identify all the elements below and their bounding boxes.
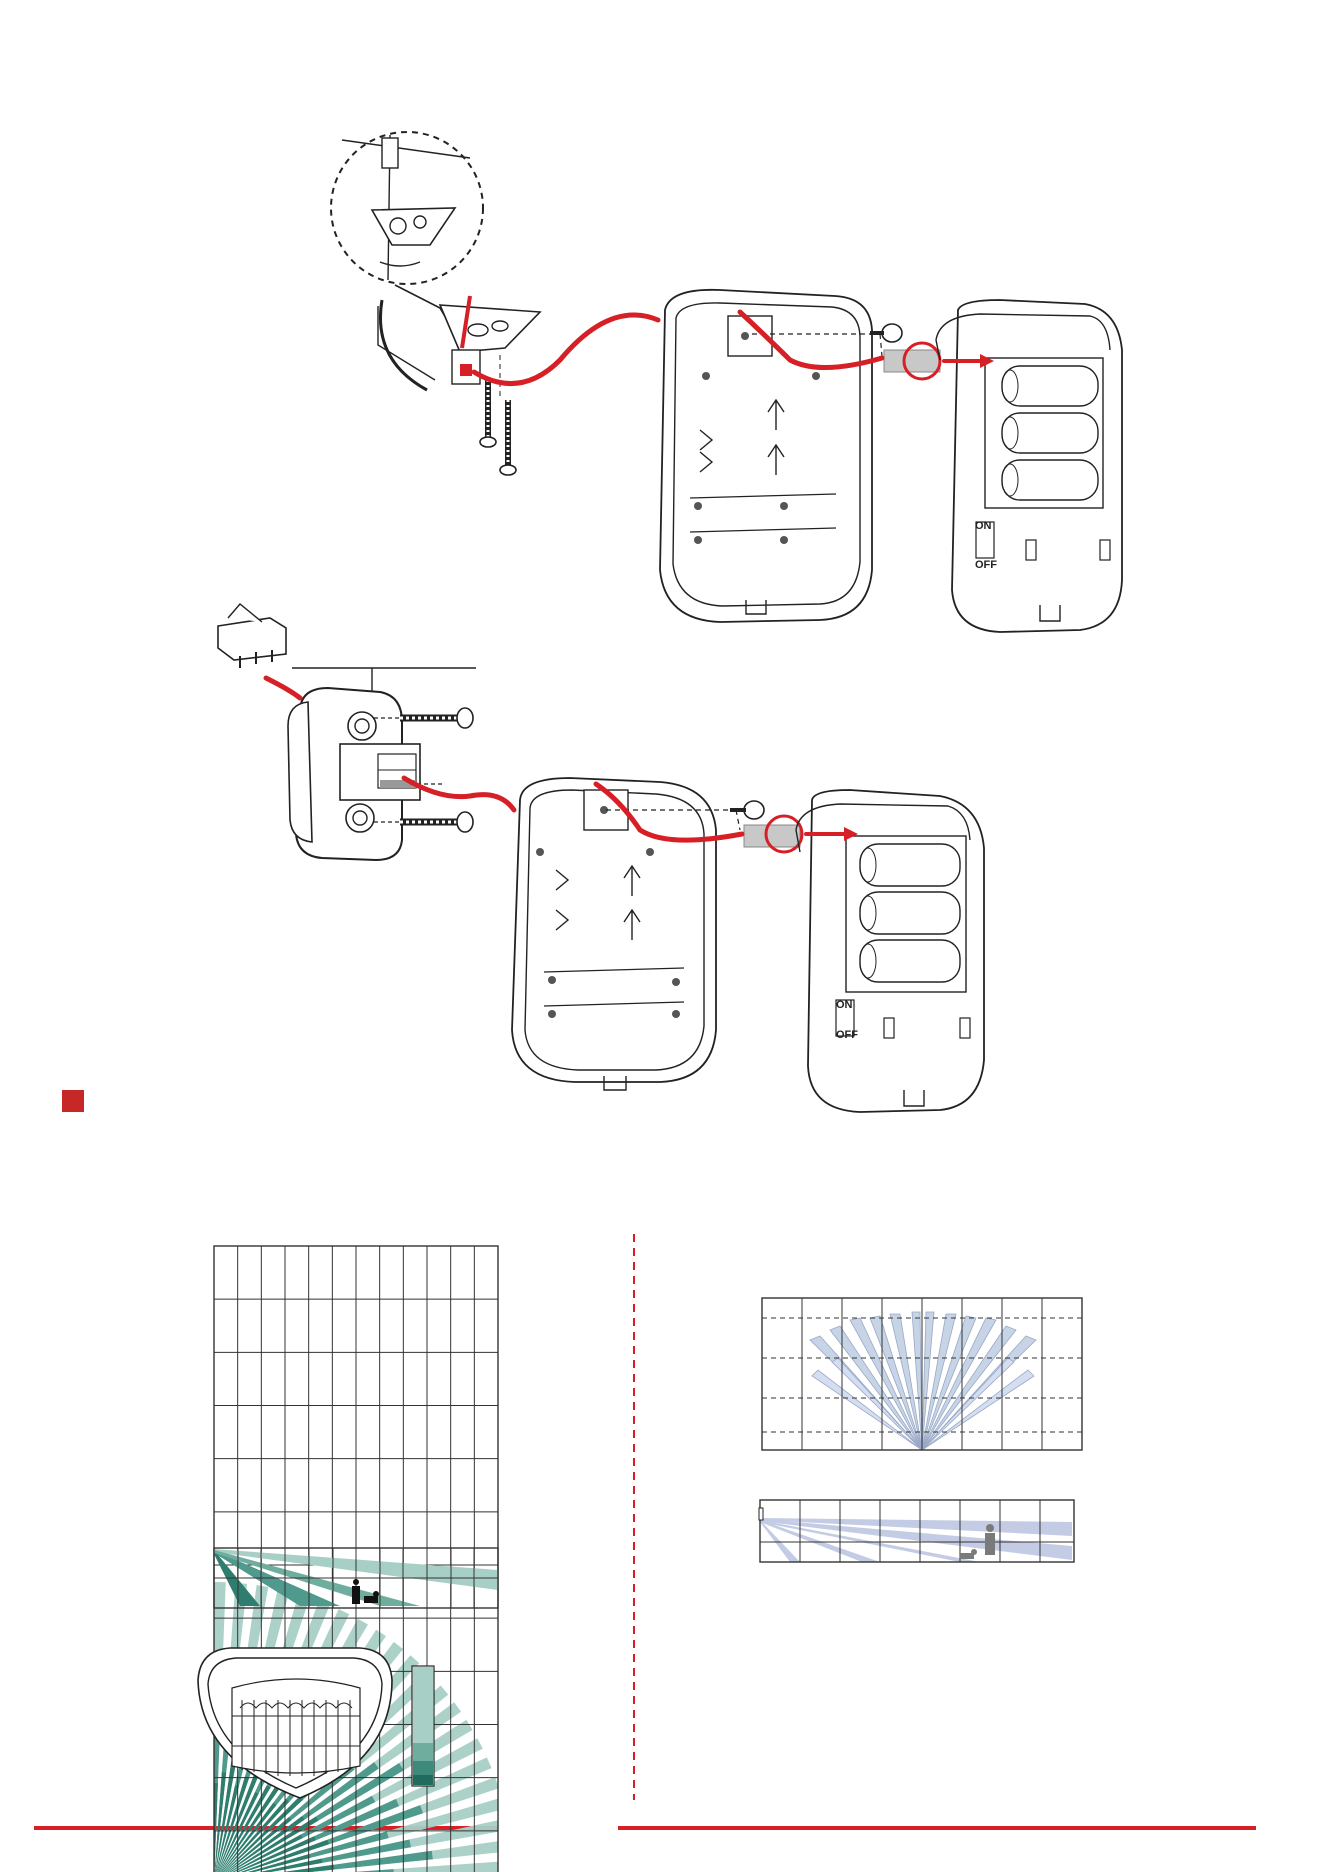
on-label-top: ON <box>975 520 992 532</box>
side-view-left <box>214 1548 498 1608</box>
wide-angle-side-view <box>759 1500 1074 1562</box>
zone-legend <box>412 1666 434 1786</box>
off-label-bottom: OFF <box>836 1029 858 1041</box>
off-label-top: OFF <box>975 559 997 571</box>
wide-angle-top-view <box>762 1298 1082 1450</box>
on-label-bottom: ON <box>836 999 853 1011</box>
lens-diagram <box>198 1648 392 1798</box>
